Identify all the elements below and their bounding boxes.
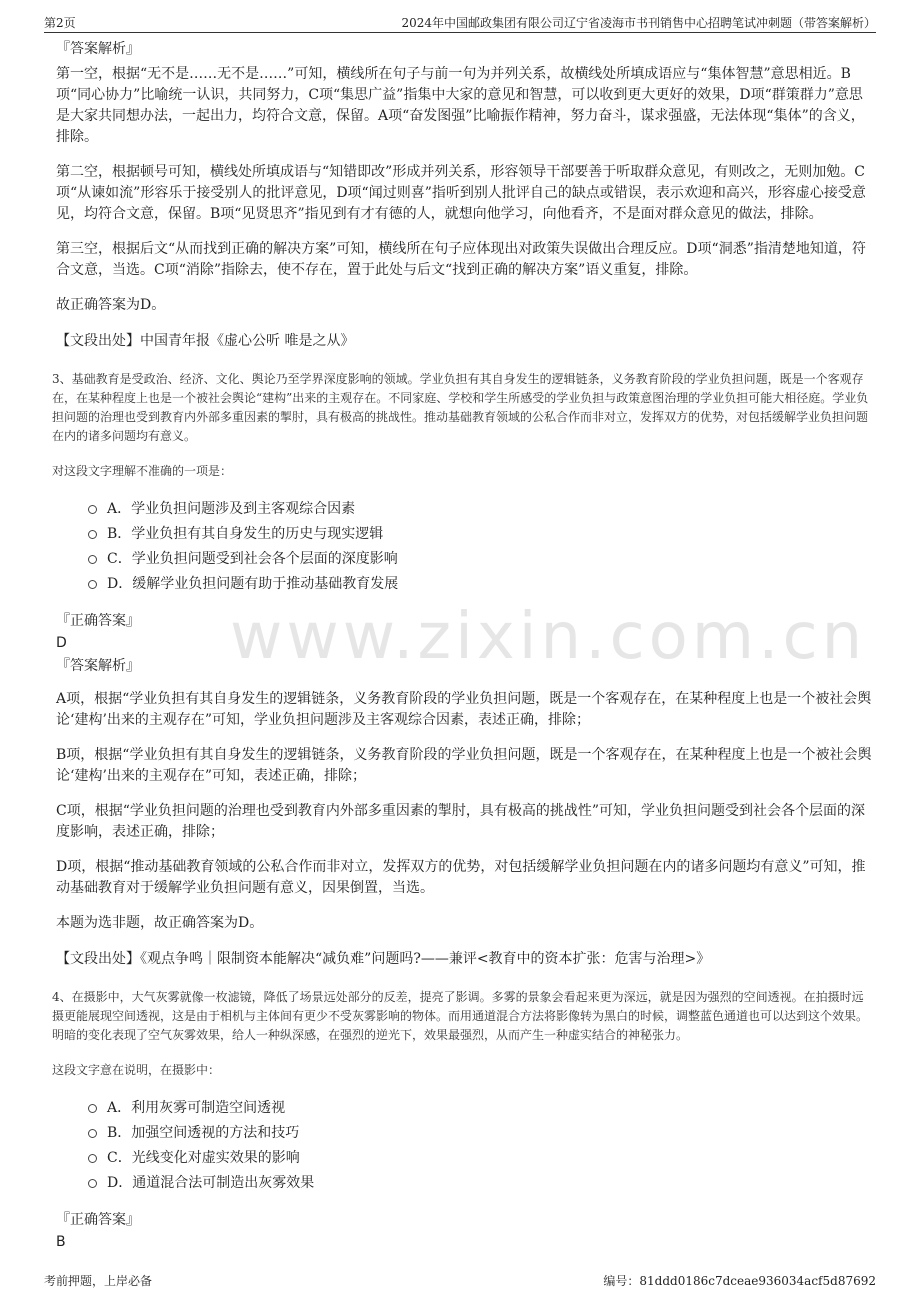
q2-analysis-para-1: 第一空，根据“无不是……无不是……”可知，横线所在句子与前一句为并列关系，故横线处所填成语应与“集体智慧”意思相近。B项“同心协力”比喻统一认识，共同努力，C项“集思广益”指集中大家的意见和智慧，可以收到更大更好的效果，D项“群策群力”意思是大家共同想办法，一起出力，均符合文意，保留。A项“奋发图强”比喻振作精神，努力奋斗，谋求强盛，无法体现“集体”的含义，排除。: [56, 66, 865, 145]
radio-icon[interactable]: [88, 1179, 97, 1188]
q3-analysis-para-a: A项，根据“学业负担有其自身发生的逻辑链条，义务教育阶段的学业负担问题，既是一个客观存在，在某种程度上也是一个被社会舆论‘建构’出来的主观存在”可知，学业负担问题涉及主客观综合因素，表述正确，排除；: [56, 691, 872, 728]
q3-prompt: 对这段文字理解不准确的一项是：: [52, 464, 233, 478]
q4-answer-label: 『正确答案』: [56, 1212, 140, 1228]
footer-serial: 编号：81ddd0186c7dceae936034acf5d87692: [603, 1274, 876, 1288]
q4-options: [88, 1096, 872, 1196]
q4-option-d[interactable]: D．通道混合法可制造出灰雾效果: [88, 1171, 872, 1196]
q3-option-b[interactable]: B．学业负担有其自身发生的历史与现实逻辑: [88, 522, 872, 547]
q3-source: 【文段出处】《观点争鸣｜限制资本能解决“减负难”问题吗?——兼评<教育中的资本扩张：危害与治理>》: [56, 951, 711, 967]
radio-icon[interactable]: [88, 1129, 97, 1138]
q4-option-c[interactable]: C．光线变化对虚实效果的影响: [88, 1146, 872, 1171]
radio-icon[interactable]: [88, 580, 97, 589]
q2-conclusion: 故正确答案为D。: [56, 297, 166, 313]
q2-analysis-para-2: 第二空，根据顿号可知，横线处所填成语与“知错即改”形成并列关系，形容领导干部要善于听取群众意见，有则改之，无则加勉。C项“从谏如流”形容乐于接受别人的批评意见，D项“闻过则喜”指听到别人批评自己的缺点或错误，表示欢迎和高兴，形容虚心接受意见，均符合文意，保留。B项“见贤思齐”指见到有才有德的人，就想向他学习，向他看齐，不是面对群众意见的做法，排除。: [56, 164, 866, 222]
q4-option-b[interactable]: B．加强空间透视的方法和技巧: [88, 1121, 872, 1146]
page-number: 第2页: [44, 16, 76, 30]
q2-source: 【文段出处】中国青年报《虚心公听 唯是之从》: [56, 333, 355, 349]
q3-answer-label: 『正确答案』: [56, 613, 140, 629]
document-body: [52, 38, 872, 1254]
radio-icon[interactable]: [88, 505, 97, 514]
q3-options: [88, 497, 872, 597]
q3-option-d[interactable]: D．缓解学业负担问题有助于推动基础教育发展: [88, 572, 872, 597]
footer-slogan: 考前押题，上岸必备: [44, 1274, 153, 1288]
q3-analysis-para-d: D项，根据“推动基础教育领域的公私合作而非对立，发挥双方的优势，对包括缓解学业负担问题在内的诸多问题均有意义”可知，推动基础教育对于缓解学业负担问题有意义，因果倒置，当选。: [56, 859, 866, 896]
page-header: [44, 10, 876, 33]
radio-icon[interactable]: [88, 530, 97, 539]
q2-analysis-para-3: 第三空，根据后文“从而找到正确的解决方案”可知，横线所在句子应体现出对政策失误做出合理反应。D项“洞悉”指清楚地知道，符合文意，当选。C项“消除”指除去，使不存在，置于此处与后文“找到正确的解决方案”语义重复，排除。: [56, 241, 866, 278]
radio-icon[interactable]: [88, 1104, 97, 1113]
q4-answer: B: [56, 1234, 66, 1250]
q3-answer: D: [56, 635, 67, 651]
q4-question-text: 4、在摄影中，大气灰雾就像一枚滤镜，降低了场景远处部分的反差，提亮了影调。多雾的景象会看起来更为深远，就是因为强烈的空间透视。在拍摄时远摄更能展现空间透视，这是由于相机与主体间有更少不受灰雾影响的物体。而用通道混合方法将影像转为黑白的时候，调整蓝色通道也可以达到这个效果。明暗的变化表现了空气灰雾效果，给人一种纵深感，在强烈的逆光下，效果最强烈，从而产生一种虚实结合的神秘张力。: [52, 990, 869, 1042]
q3-analysis-para-b: B项，根据“学业负担有其自身发生的逻辑链条，义务教育阶段的学业负担问题，既是一个客观存在，在某种程度上也是一个被社会舆论‘建构’出来的主观存在”可知，表述正确，排除；: [56, 747, 872, 784]
q2-analysis-label: 『答案解析』: [56, 41, 140, 57]
watermark: www.zixin.com.cn: [230, 600, 867, 674]
radio-icon[interactable]: [88, 1154, 97, 1163]
q3-option-a[interactable]: A．学业负担问题涉及到主客观综合因素: [88, 497, 872, 522]
q4-option-a[interactable]: A．利用灰雾可制造空间透视: [88, 1096, 872, 1121]
radio-icon[interactable]: [88, 555, 97, 564]
q3-analysis-para-c: C项，根据“学业负担问题的治理也受到教育内外部多重因素的掣肘，具有极高的挑战性”可知，学业负担问题受到社会各个层面的深度影响，表述正确，排除；: [56, 803, 866, 840]
q3-option-c[interactable]: C．学业负担问题受到社会各个层面的深度影响: [88, 547, 872, 572]
q3-conclusion: 本题为选非题，故正确答案为D。: [56, 915, 264, 931]
q3-analysis-label: 『答案解析』: [56, 658, 140, 674]
document-title: 2024年中国邮政集团有限公司辽宁省凌海市书刊销售中心招聘笔试冲刺题（带答案解析）: [401, 16, 876, 30]
q3-question-text: 3、基础教育是受政治、经济、文化、舆论乃至学界深度影响的领域。学业负担有其自身发生的逻辑链条，义务教育阶段的学业负担问题，既是一个客观存在，在某种程度上也是一个被社会舆论“建构”出来的主观存在。不同家庭、学校和学生所感受的学业负担与政策意图治理的学业负担可能大相径庭。学业负担问题的治理也受到教育内外部多重因素的掣肘，具有极高的挑战性。推动基础教育领域的公私合作而非对立，发挥双方的优势，对包括缓解学业负担问题在内的诸多问题均有意义。: [52, 372, 869, 443]
q4-prompt: 这段文字意在说明，在摄影中：: [52, 1063, 221, 1077]
